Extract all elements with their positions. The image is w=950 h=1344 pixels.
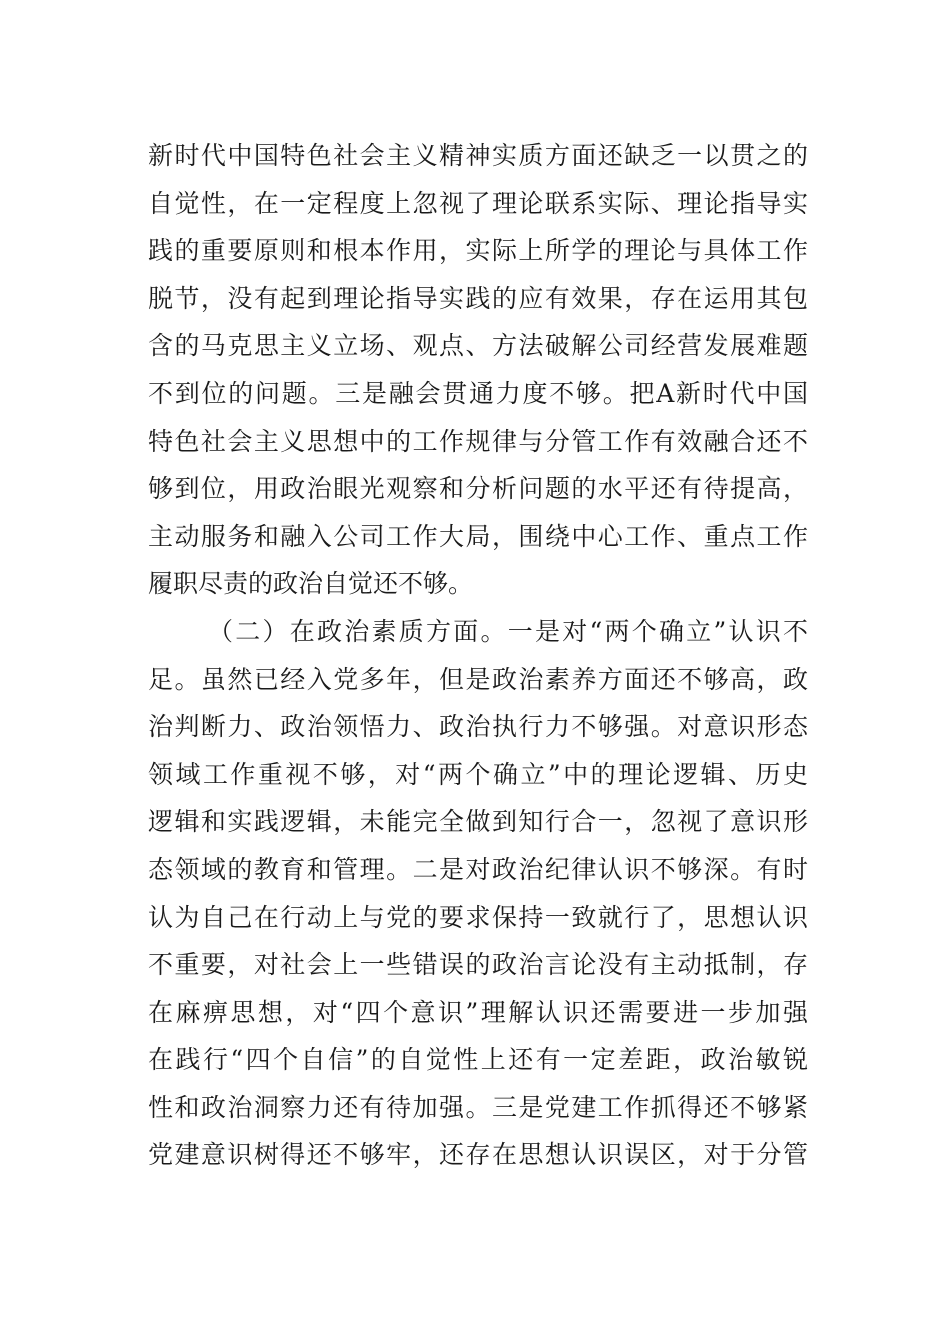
text-line: 性和政治洞察力还有待加强。三是党建工作抓得还不够紧 xyxy=(148,1092,808,1122)
text-line: 新时代中国特色社会主义精神实质方面还缺乏一以贯之的 xyxy=(148,141,808,170)
text-line: 含的马克思主义立场、观点、方法破解公司经营发展难题 xyxy=(148,331,808,361)
text-line: 自觉性，在一定程度上忽视了理论联系实际、理论指导实 xyxy=(148,188,808,218)
body-text xyxy=(148,132,808,1179)
section-heading-line: （二）在政治素质方面。一是对“两个确立”认识不 xyxy=(208,616,808,646)
text-line: 践的重要原则和根本作用，实际上所学的理论与具体工作 xyxy=(148,236,808,266)
text-line: 认为自己在行动上与党的要求保持一致就行了，思想认识 xyxy=(148,902,808,932)
text-line: 在麻痹思想，对“四个意识”理解认识还需要进一步加强 xyxy=(148,997,808,1027)
text-line: 脱节，没有起到理论指导实践的应有效果，存在运用其包 xyxy=(148,283,808,313)
paragraph-end-line: 履职尽责的政治自觉还不够。 xyxy=(148,569,474,599)
text-line: 态领域的教育和管理。二是对政治纪律认识不够深。有时 xyxy=(148,854,808,884)
text-line: 主动服务和融入公司工作大局，围绕中心工作、重点工作 xyxy=(148,521,808,551)
text-line: 足。虽然已经入党多年，但是政治素养方面还不够高，政 xyxy=(148,664,808,694)
text-line: 不重要，对社会上一些错误的政治言论没有主动抵制，存 xyxy=(148,950,808,980)
text-line: 逻辑和实践逻辑，未能完全做到知行合一，忽视了意识形 xyxy=(148,807,808,837)
text-line: 领域工作重视不够，对“两个确立”中的理论逻辑、历史 xyxy=(148,759,808,789)
text-line: 特色社会主义思想中的工作规律与分管工作有效融合还不 xyxy=(148,426,808,456)
text-line: 不到位的问题。三是融会贯通力度不够。把A新时代中国 xyxy=(148,378,808,408)
text-line: 治判断力、政治领悟力、政治执行力不够强。对意识形态 xyxy=(148,712,808,742)
text-line: 够到位，用政治眼光观察和分析问题的水平还有待提高， xyxy=(148,474,808,504)
text-line: 党建意识树得还不够牢，还存在思想认识误区，对于分管 xyxy=(148,1140,808,1170)
text-line: 在践行“四个自信”的自觉性上还有一定差距，政治敏锐 xyxy=(148,1045,808,1075)
